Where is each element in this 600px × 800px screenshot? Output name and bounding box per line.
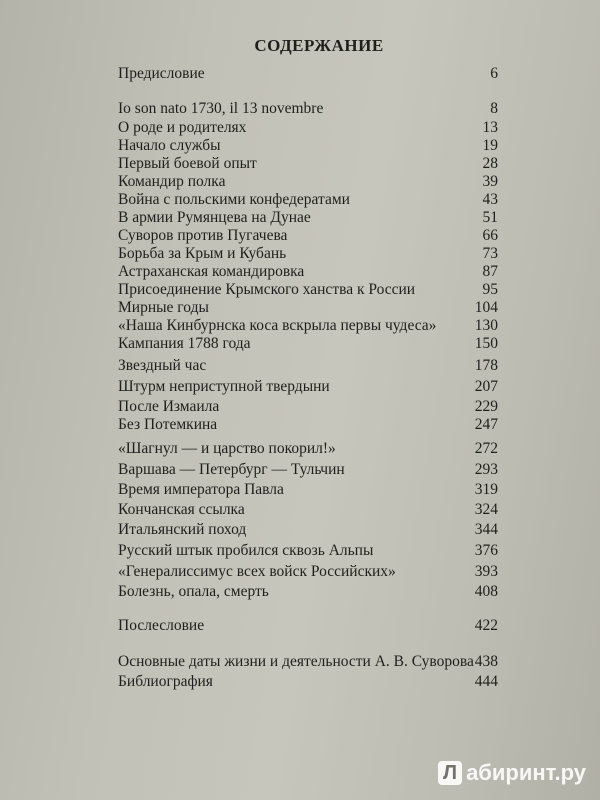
toc-label: Астраханская командировка xyxy=(118,263,305,280)
toc-label: «Генералиссимус всех войск Российских» xyxy=(118,563,396,580)
toc-entry xyxy=(118,616,498,636)
toc-entry xyxy=(118,377,498,397)
toc-label: Без Потемкина xyxy=(118,416,218,433)
toc-page: 293 xyxy=(474,461,498,478)
toc-page: 19 xyxy=(482,137,498,154)
toc-entry xyxy=(118,520,498,540)
toc-page: 229 xyxy=(474,398,498,415)
watermark-text: абиринт.ру xyxy=(466,760,586,785)
toc-page: 422 xyxy=(474,617,498,634)
toc-label: Кампания 1788 года xyxy=(118,335,251,352)
toc-label: О роде и родителях xyxy=(118,119,247,136)
toc-entry xyxy=(118,262,498,282)
toc-entry xyxy=(118,460,498,480)
toc-entry xyxy=(118,208,498,228)
toc-page: 247 xyxy=(474,416,498,433)
toc-entry xyxy=(118,582,498,602)
toc-page: 444 xyxy=(474,673,498,690)
toc-label: Начало службы xyxy=(118,137,221,154)
toc-page: 6 xyxy=(490,65,498,82)
toc-label: Суворов против Пугачева xyxy=(118,227,288,244)
page-title: СОДЕРЖАНИЕ xyxy=(254,36,384,55)
toc-page: 13 xyxy=(482,119,498,136)
toc-page: 376 xyxy=(474,542,498,559)
toc-label: Война с польскими конфедератами xyxy=(118,191,350,208)
toc-label: «Шагнул — и царство покорил!» xyxy=(118,440,336,457)
toc-entry xyxy=(118,652,498,672)
toc-entry xyxy=(118,64,498,84)
toc-label: Варшава — Петербург — Тульчин xyxy=(118,461,345,478)
toc-page: 73 xyxy=(482,245,498,262)
toc-label: Болезнь, опала, смерть xyxy=(118,583,269,600)
toc-entry xyxy=(118,298,498,318)
toc-label: Мирные годы xyxy=(118,299,209,316)
toc-page: 130 xyxy=(474,317,498,334)
toc-entry xyxy=(118,226,498,246)
toc-page: 66 xyxy=(482,227,498,244)
toc-label: Послесловие xyxy=(118,617,205,634)
toc-label: «Наша Кинбурнска коса вскрыла первы чудеса» xyxy=(118,317,437,334)
toc-page: 324 xyxy=(474,501,498,518)
toc-label: Io son nato 1730, il 13 novembre xyxy=(118,100,324,117)
toc-page: 393 xyxy=(474,563,498,580)
toc-label: Библиография xyxy=(118,673,213,690)
toc-label: Присоединение Крымского ханства к России xyxy=(118,281,416,298)
toc-label: Время императора Павла xyxy=(118,481,284,498)
toc-page: 39 xyxy=(482,173,498,190)
toc-entry xyxy=(118,500,498,520)
toc-label: Командир полка xyxy=(118,173,226,190)
labirint-watermark xyxy=(438,760,586,786)
toc-entry xyxy=(118,397,498,417)
toc-entry xyxy=(118,672,498,692)
toc-label: Итальянский поход xyxy=(118,521,247,538)
toc-page: 438 xyxy=(474,653,498,670)
toc-label: После Измаила xyxy=(118,398,220,415)
toc-page: 104 xyxy=(474,299,498,316)
toc-page: 408 xyxy=(474,583,498,600)
toc-label: Основные даты жизни и деятельности А. В. Суворова xyxy=(118,653,474,670)
toc-entry xyxy=(118,439,498,459)
toc-entry xyxy=(118,136,498,156)
toc-entry xyxy=(118,99,498,119)
toc-label: Борьба за Крым и Кубань xyxy=(118,245,287,262)
toc-page: 87 xyxy=(482,263,498,280)
toc-page: 28 xyxy=(482,155,498,172)
toc-entry xyxy=(118,562,498,582)
toc-page: 51 xyxy=(482,209,498,226)
toc-entry xyxy=(118,356,498,376)
toc-entry xyxy=(118,244,498,264)
toc-page: 207 xyxy=(474,378,498,395)
toc-entry xyxy=(118,118,498,138)
toc-label: В армии Румянцева на Дунае xyxy=(118,209,311,226)
toc-entry xyxy=(118,415,498,435)
toc-label: Первый боевой опыт xyxy=(118,155,257,172)
toc-label: Предисловие xyxy=(118,65,205,82)
toc-page: 319 xyxy=(474,481,498,498)
toc-entry xyxy=(118,541,498,561)
toc-page: 272 xyxy=(474,440,498,457)
toc-label: Штурм неприступной твердыни xyxy=(118,378,330,395)
toc-entry xyxy=(118,154,498,174)
toc-label: Звездный час xyxy=(118,357,207,374)
toc-page: 344 xyxy=(474,521,498,538)
toc-label: Кончанская ссылка xyxy=(118,501,245,518)
toc-label: Русский штык пробился сквозь Альпы xyxy=(118,542,374,559)
toc-entry xyxy=(118,280,498,300)
toc-entry xyxy=(118,334,498,354)
toc-page: 150 xyxy=(474,335,498,352)
toc-entry xyxy=(118,172,498,192)
toc-page: 8 xyxy=(490,100,498,117)
toc-entry xyxy=(118,316,498,336)
toc-page: 178 xyxy=(474,357,498,374)
toc-entry xyxy=(118,480,498,500)
toc-entry xyxy=(118,190,498,210)
toc-page: 43 xyxy=(482,191,498,208)
toc-page: 95 xyxy=(482,281,498,298)
labirint-logo-icon: Л xyxy=(438,761,462,785)
